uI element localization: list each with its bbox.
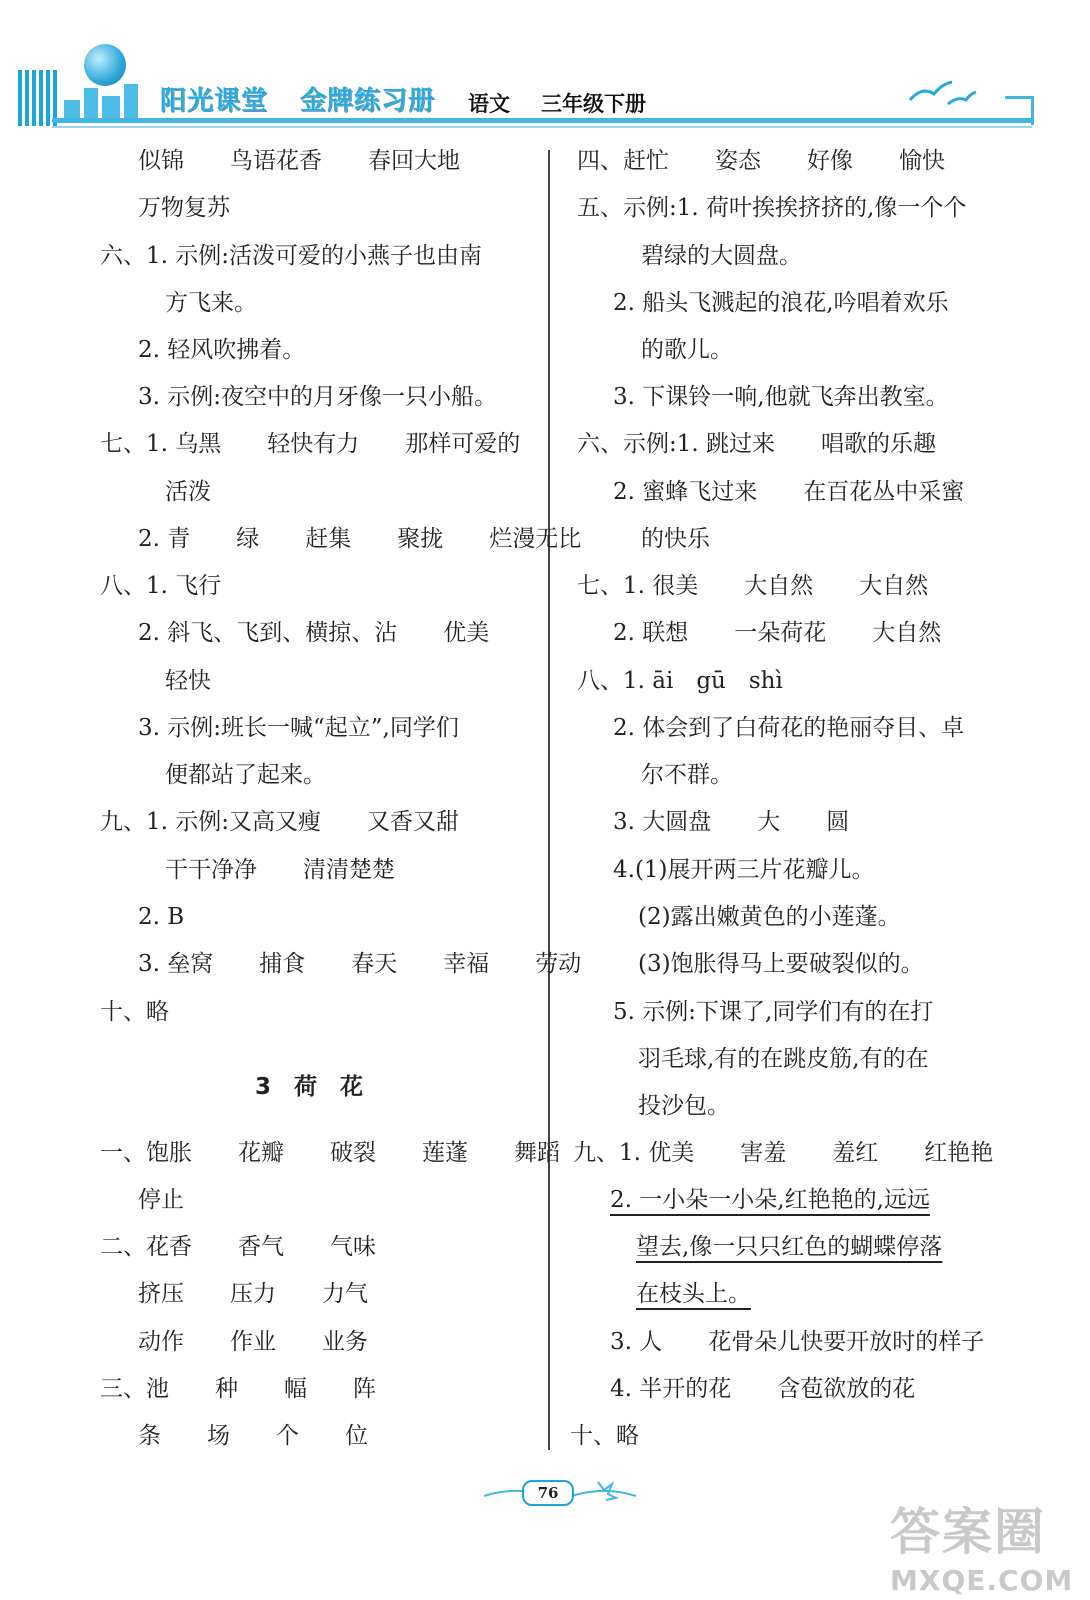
right-line: 3. 大圆盘 大 圆 bbox=[613, 809, 850, 835]
right-line: (2)露出嫩黄色的小莲蓬。 bbox=[638, 904, 901, 930]
right-line: 5. 示例:下课了,同学们有的在打 bbox=[613, 999, 934, 1025]
left-line: 一、饱胀 花瓣 破裂 莲蓬 舞蹈 bbox=[100, 1140, 560, 1166]
left-line: 三、池 种 幅 阵 bbox=[100, 1376, 376, 1402]
right-line-underlined: 望去,像一只只红色的蝴蝶停落 bbox=[636, 1234, 943, 1260]
right-line-underlined: 在枝头上。 bbox=[636, 1281, 751, 1307]
left-line: 条 场 个 位 bbox=[138, 1423, 368, 1449]
page-number: 76 bbox=[522, 1480, 574, 1506]
right-line: 尔不群。 bbox=[641, 762, 733, 788]
right-line: (3)饱胀得马上要破裂似的。 bbox=[638, 951, 924, 977]
left-line: 2. B bbox=[138, 904, 185, 930]
left-line: 方飞来。 bbox=[165, 290, 257, 316]
left-line: 二、花香 香气 气味 bbox=[100, 1234, 376, 1260]
right-line: 2. 船头飞溅起的浪花,吟唱着欢乐 bbox=[613, 290, 949, 316]
left-line: 七、1. 乌黑 轻快有力 那样可爱的 bbox=[100, 431, 521, 457]
right-line: 九、1. 优美 害羞 羞红 红艳艳 bbox=[573, 1140, 994, 1166]
right-line: 五、示例:1. 荷叶挨挨挤挤的,像一个个 bbox=[577, 195, 967, 221]
watermark-line2: MXQE.COM bbox=[890, 1564, 1074, 1597]
header-corner bbox=[1005, 96, 1034, 125]
left-line: 2. 青 绿 赶集 聚拢 烂漫无比 bbox=[138, 526, 582, 552]
birds-icon bbox=[908, 78, 978, 110]
left-line: 3. 示例:夜空中的月牙像一只小船。 bbox=[138, 384, 498, 410]
right-line-underlined: 2. 一小朵一小朵,红艳艳的,远远 bbox=[610, 1187, 930, 1213]
watermark-line1: 答案圈 bbox=[890, 1503, 1046, 1561]
brand-title-right: 金牌练习册 bbox=[300, 86, 436, 116]
left-line: 六、1. 示例:活泼可爱的小燕子也由南 bbox=[100, 243, 483, 269]
subject-label: 语文 bbox=[468, 92, 510, 116]
column-divider bbox=[548, 150, 550, 1450]
right-line: 十、略 bbox=[570, 1423, 639, 1449]
left-line: 停止 bbox=[138, 1187, 184, 1213]
left-line: 似锦 鸟语花香 春回大地 bbox=[138, 148, 460, 174]
left-line: 2. 斜飞、飞到、横掠、沾 优美 bbox=[138, 620, 490, 646]
left-line: 动作 作业 业务 bbox=[138, 1329, 368, 1355]
right-line: 羽毛球,有的在跳皮筋,有的在 bbox=[638, 1046, 929, 1072]
left-line: 3. 示例:班长一喊“起立”,同学们 bbox=[138, 715, 459, 741]
watermark bbox=[890, 1492, 1074, 1597]
page-footer bbox=[480, 1470, 640, 1510]
right-line: 4.(1)展开两三片花瓣儿。 bbox=[613, 857, 875, 883]
globe-icon bbox=[84, 44, 126, 86]
right-line: 四、赶忙 姿态 好像 愉快 bbox=[577, 148, 945, 174]
right-line: 投沙包。 bbox=[638, 1093, 730, 1119]
right-line: 3. 下课铃一响,他就飞奔出教室。 bbox=[613, 384, 949, 410]
right-line: 七、1. 很美 大自然 大自然 bbox=[577, 573, 929, 599]
left-line: 干干净净 清清楚楚 bbox=[165, 857, 395, 883]
grade-label: 三年级下册 bbox=[541, 92, 646, 116]
blocks-icon bbox=[64, 84, 150, 118]
left-line: 八、1. 飞行 bbox=[100, 573, 222, 599]
left-line: 九、1. 示例:又高又瘦 又香又甜 bbox=[100, 809, 460, 835]
right-line: 2. 体会到了白荷花的艳丽夺目、卓 bbox=[613, 715, 965, 741]
brand-title-left: 阳光课堂 bbox=[160, 86, 269, 116]
left-line: 挤压 压力 力气 bbox=[138, 1281, 368, 1307]
right-line: 的歌儿。 bbox=[641, 337, 733, 363]
section-title: 3 荷 花 bbox=[255, 1074, 364, 1100]
header-rule bbox=[52, 118, 1032, 123]
header-rule-thin bbox=[52, 126, 1032, 128]
left-line: 轻快 bbox=[165, 668, 211, 694]
right-line: 六、示例:1. 跳过来 唱歌的乐趣 bbox=[577, 431, 937, 457]
left-line: 万物复苏 bbox=[138, 195, 230, 221]
right-line: 4. 半开的花 含苞欲放的花 bbox=[610, 1376, 916, 1402]
left-line: 便都站了起来。 bbox=[165, 762, 326, 788]
right-line: 2. 蜜蜂飞过来 在百花丛中采蜜 bbox=[613, 479, 965, 505]
right-line: 八、1. āi gū shì bbox=[577, 668, 783, 694]
left-line: 2. 轻风吹拂着。 bbox=[138, 337, 306, 363]
left-line: 十、略 bbox=[100, 999, 169, 1025]
right-line: 的快乐 bbox=[641, 526, 710, 552]
left-line: 3. 垒窝 捕食 春天 幸福 劳动 bbox=[138, 951, 582, 977]
left-line: 活泼 bbox=[165, 479, 211, 505]
right-line: 碧绿的大圆盘。 bbox=[641, 243, 802, 269]
right-line: 2. 联想 一朵荷花 大自然 bbox=[613, 620, 942, 646]
page-header bbox=[0, 0, 1090, 140]
right-line: 3. 人 花骨朵儿快要开放时的样子 bbox=[610, 1329, 985, 1355]
